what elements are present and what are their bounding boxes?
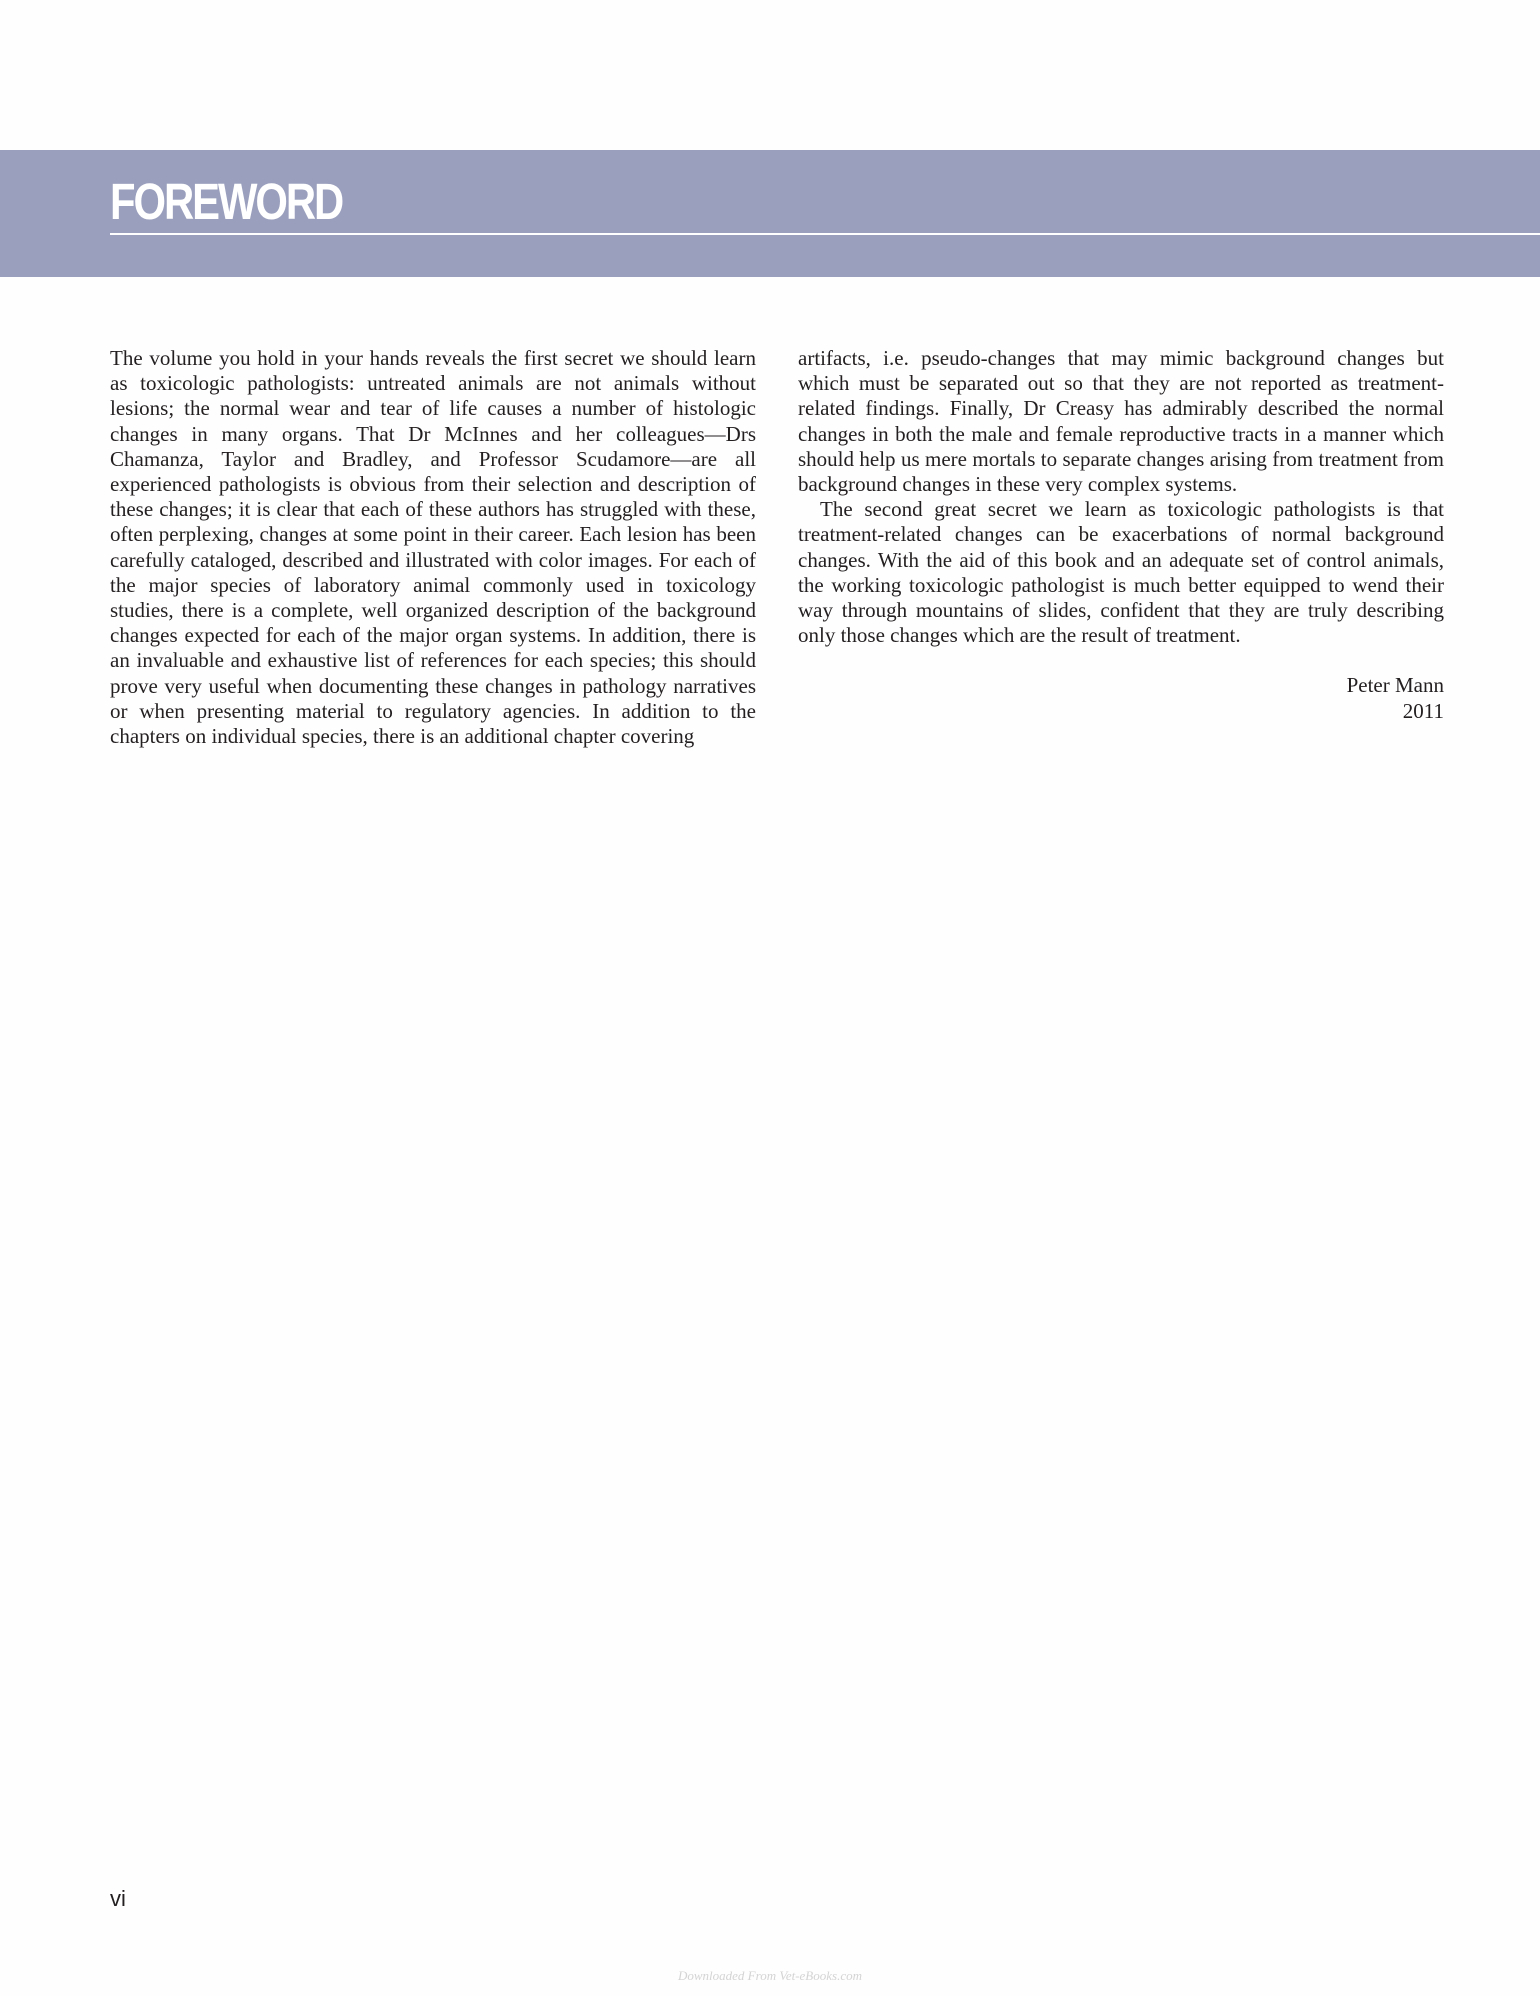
left-paragraph-1: The volume you hold in your hands reveals the first secret we should learn as toxicologic pathologists: untreated animals are not animals without lesions; the normal wear and tear of life causes a number of histologic changes in many organs. That Dr McInnes and her colleagues—Drs Chamanza, Taylor and Bradley, and Professor Scudamore—are all experienced pathologists is obvious from their selection and description of these changes; it is clear that each of these authors has struggled with these, often perplexing, changes at some point in their career. Each lesion has been carefully cataloged, described and illustrated with color images. For each of the major species of laboratory animal commonly used in toxicology studies, there is a complete, well organized description of the background changes expected for each of the major organ systems. In addition, there is an invaluable and exhaustive list of references for each species; this should prove very useful when documenting these changes in pathology narratives or when presenting material to regulatory agencies. In addition to the chapters on individual species, there is an additional chapter covering	[110, 346, 756, 749]
signature-year: 2011	[1402, 698, 1444, 723]
title-rule	[110, 233, 1540, 235]
left-column	[110, 346, 756, 749]
watermark: Downloaded From Vet-eBooks.com	[677, 1968, 862, 1983]
signature	[798, 673, 1444, 723]
page-title: FOREWORD	[110, 173, 343, 230]
right-paragraph-1: artifacts, i.e. pseudo-changes that may mimic background changes but which must be separated out so that they are not reported as treatment-related findings. Finally, Dr Creasy has admirably described the normal changes in both the male and female reproductive tracts in a manner which should help us mere mortals to separate changes arising from treatment from background changes in these very complex systems.	[798, 346, 1444, 497]
signature-name: Peter Mann	[1346, 673, 1444, 698]
page-number: vi	[110, 1886, 126, 1911]
right-paragraph-2: The second great secret we learn as toxicologic pathologists is that treatment-related changes can be exacerbations of normal background changes. With the aid of this book and an adequate set of control animals, the working toxicologic pathologist is much better equipped to wend their way through mountains of slides, confident that they are truly describing only those changes which are the result of treatment.	[798, 497, 1444, 648]
right-column	[798, 346, 1444, 724]
